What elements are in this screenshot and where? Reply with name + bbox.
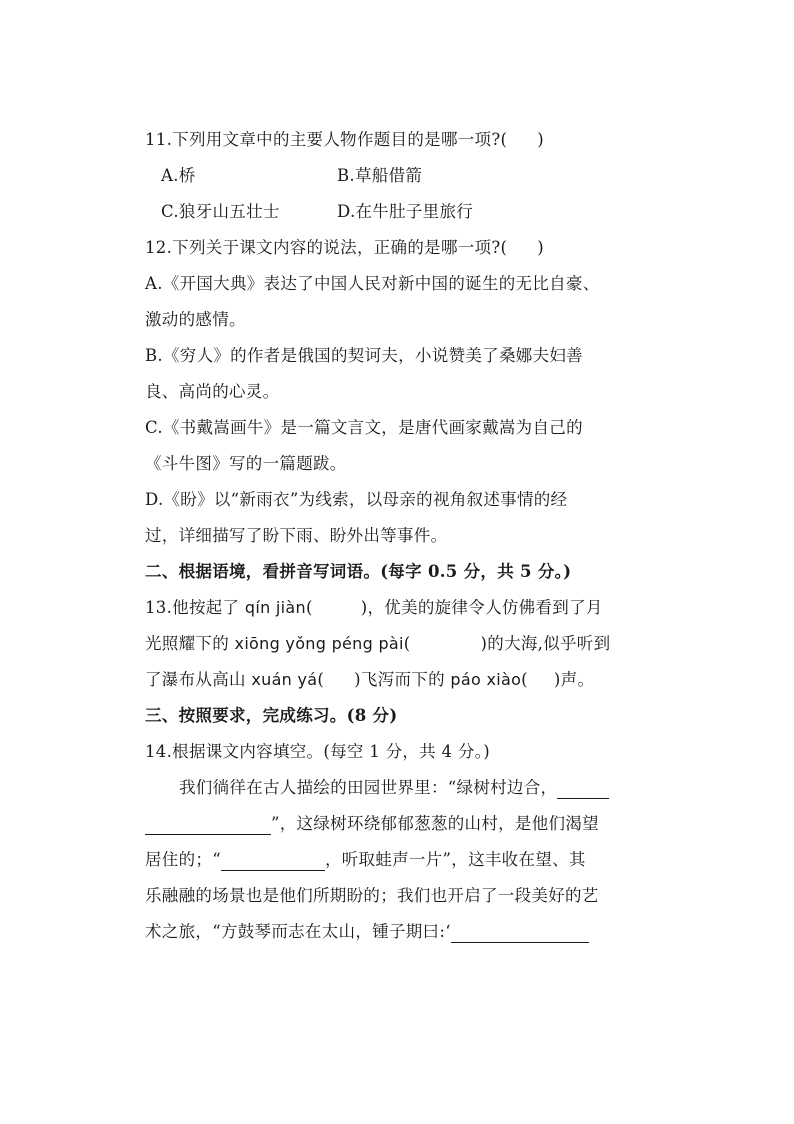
q12-option-d-line-1: D.《盼》以“新雨衣”为线索，以母亲的视角叙述事情的经 [145,490,568,509]
q12-option-c-line-1: C.《书戴嵩画牛》是一篇文言文，是唐代画家戴嵩为自己的 [145,418,583,437]
q14-blank-2[interactable] [221,850,325,871]
q13-pinyin-1: qín jiàn [244,598,306,617]
q14-stem: 14.根据课文内容填空。(每空 1 分，共 4 分。) [145,742,490,761]
q12-stem [145,230,649,266]
q13-text-6: 飞泻而下的 [360,670,451,689]
q12-option-c-line-2: 《斗牛图》写的一篇题跋。 [145,454,347,473]
q14-line-5 [145,914,649,950]
q13-line-2: 光照耀下的 xiōng yǒng péng pài( )的大海,似乎听到 [145,634,611,653]
q13-text-4: 的大海,似乎听到 [487,634,611,653]
q14-blank-3[interactable] [451,922,589,943]
q13-text-3: 光照耀下的 [145,634,235,653]
q12-option-b-line-1: B.《穷人》的作者是俄国的契诃夫，小说赞美了桑娜夫妇善 [145,346,583,365]
q12-option-a-line-1: A.《开国大典》表达了中国人民对新中国的诞生的无比自豪、 [145,274,600,293]
q11-option-a: A.桥 [161,166,196,185]
q14-line-2 [145,806,649,842]
section-3-title: 三、按照要求，完成练习。(8 分) [145,706,398,725]
q13-pinyin-2: xiōng yǒng péng pài [234,634,404,653]
q14-blank-1b[interactable] [145,814,271,835]
q14-line-3 [145,842,649,878]
q11-options-row-2 [145,194,649,230]
q12-option-a-line-2: 激动的感情。 [145,310,246,329]
q13-pinyin-4: páo xiào [450,670,522,689]
q14-text-2: ”，这绿树环绕郁郁葱葱的山村，是他们渴望 [271,814,599,833]
q12-option-d-line-2: 过，详细描写了盼下雨、盼外出等事件。 [145,526,448,545]
q14-text-3: 居住的；“ [145,850,221,869]
q14-text-4: ，听取蛙声一片”，这丰收在望、其 [324,850,586,869]
q12-option-b-line-2: 良、高尚的心灵。 [145,382,280,401]
q13-text-5: 了瀑布从高山 [145,670,252,689]
q11-options-row-1 [145,158,649,194]
q13-text-1: 13.他按起了 [145,598,245,617]
q12-stem-end: ) [537,238,544,257]
q11-stem-end: ) [537,130,544,149]
q14-text-5: 术之旅，“方鼓琴而志在太山，锺子期曰:‘ [145,922,451,941]
q11-option-d: D.在牛肚子里旅行 [337,202,474,221]
section-2-title: 二、根据语境，看拼音写词语。(每字 0.5 分，共 5 分。) [145,562,572,581]
q14-blank-1a[interactable] [557,778,609,799]
q11-option-c: C.狼牙山五壮士 [161,202,280,221]
q12-stem-text: 12.下列关于课文内容的说法，正确的是哪一项?( [145,238,508,257]
q14-line-4: 乐融融的场景也是他们所期盼的；我们也开启了一段美好的艺 [145,886,599,905]
q14-text-1: 我们徜徉在古人描绘的田园世界里：“绿树村边合， [179,778,558,797]
q11-option-b: B.草船借箭 [337,166,423,185]
q11-stem [145,122,649,158]
q13-line-1: 13.他按起了 qín jiàn( )，优美的旋律令人仿佛看到了月 [145,598,603,617]
q11-stem-text: 11.下列用文章中的主要人物作题目的是哪一项?( [145,130,508,149]
q13-text-2: ，优美的旋律令人仿佛看到了月 [367,598,603,617]
q13-line-3: 了瀑布从高山 xuán yá( )飞泻而下的 páo xiào( )声。 [145,670,595,689]
q13-text-7: 声。 [560,670,595,689]
q14-line-1 [145,770,649,806]
q13-pinyin-3: xuán yá [251,670,318,689]
